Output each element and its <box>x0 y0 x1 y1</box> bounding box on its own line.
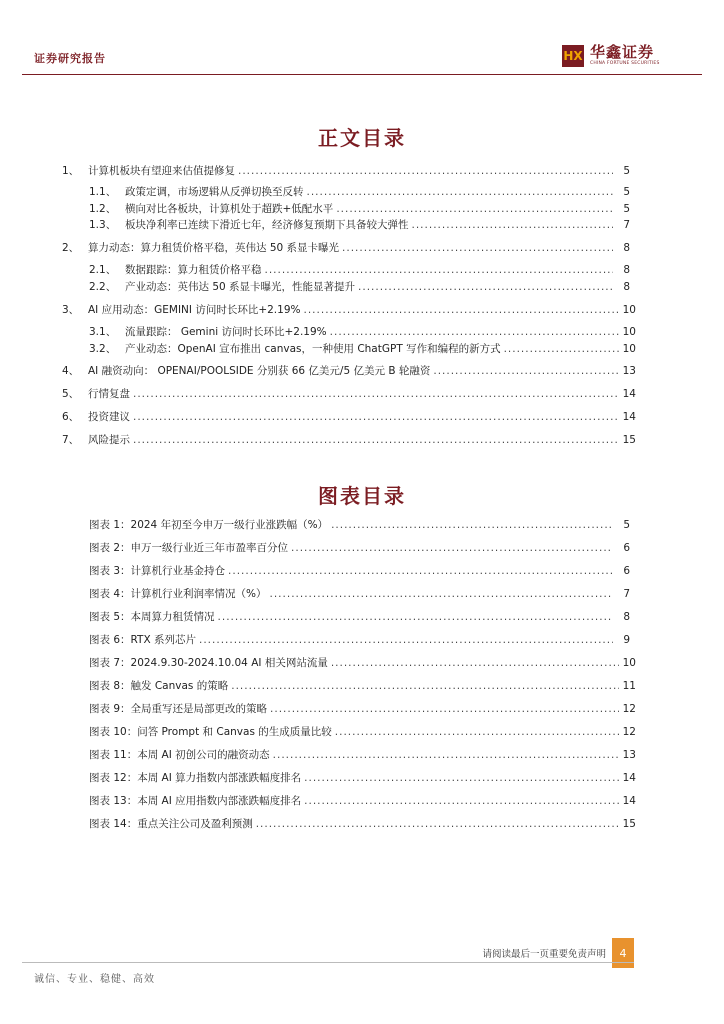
figure-entry-page: 14 <box>622 772 636 784</box>
toc-entry-title: 横向对比各板块，计算机处于超跌+低配水平 <box>125 203 334 215</box>
figure-entry-title: 图表 6：RTX 系列芯片 <box>89 634 196 646</box>
figure-dot-leader <box>270 588 614 600</box>
toc-entry[interactable] <box>62 409 636 423</box>
toc-entry-number: 3、 <box>62 304 80 316</box>
toc-entry[interactable] <box>89 279 630 293</box>
toc-entry[interactable] <box>62 240 630 254</box>
toc-entry-title: 政策定调，市场逻辑从反弹切换至反转 <box>125 186 304 198</box>
toc-entry-title: AI 融资动向： OPENAI/POOLSIDE 分别获 66 亿美元/5 亿美元 B 轮融资 <box>88 365 431 377</box>
figure-entry-page: 6 <box>623 542 630 554</box>
figure-entry[interactable] <box>89 517 630 531</box>
figure-entry-title: 图表 13：本周 AI 应用指数内部涨跌幅度排名 <box>89 795 302 807</box>
toc-entry-number: 6、 <box>62 411 80 423</box>
toc-entry-title: 数据跟踪：算力租赁价格平稳 <box>125 264 262 276</box>
toc-entry-page: 5 <box>623 203 630 215</box>
toc-entry-number: 3.1、 <box>89 326 117 338</box>
toc-entry-page: 7 <box>623 219 630 231</box>
toc-entry-title: 行情复盘 <box>88 388 130 400</box>
toc-dot-leader <box>504 343 619 355</box>
figure-dot-leader <box>291 542 613 554</box>
figure-entry[interactable] <box>89 816 636 830</box>
toc-entry[interactable] <box>89 262 630 276</box>
figure-entry-page: 15 <box>622 818 636 830</box>
figure-entry[interactable] <box>89 632 630 646</box>
figure-entry-title: 图表 12：本周 AI 算力指数内部涨跌幅度排名 <box>89 772 302 784</box>
figure-entry-page: 7 <box>623 588 630 600</box>
toc-entry-number: 2、 <box>62 242 80 254</box>
footer-divider <box>22 962 634 963</box>
figure-entry[interactable] <box>89 793 636 807</box>
toc-dot-leader <box>358 281 613 293</box>
toc-entry-title: 板块净利率已连续下滑近七年，经济修复预期下具备较大弹性 <box>125 219 409 231</box>
toc-entry-page: 10 <box>622 326 636 338</box>
toc-entry-number: 1.3、 <box>89 219 117 231</box>
figure-dot-leader <box>231 680 619 692</box>
figure-entry-title: 图表 8：触发 Canvas 的策略 <box>89 680 229 692</box>
figure-entry[interactable] <box>89 609 630 623</box>
figure-entry-page: 8 <box>623 611 630 623</box>
toc-entry-page: 8 <box>623 281 630 293</box>
toc-dot-leader <box>238 165 613 177</box>
toc-dot-leader <box>307 186 614 198</box>
toc-entry-title: 产业动态：OpenAI 宣布推出 canvas，一种使用 ChatGPT 写作和编程的新方式 <box>125 343 501 355</box>
toc-dot-leader <box>265 264 614 276</box>
company-logo <box>562 44 660 67</box>
figure-dot-leader <box>331 657 619 669</box>
figure-entry-page: 5 <box>623 519 630 531</box>
logo-name-cn: 华鑫证券 <box>590 43 655 61</box>
toc-entry-number: 3.2、 <box>89 343 117 355</box>
toc-dot-leader <box>304 304 620 316</box>
toc-entry-title: AI 应用动态：GEMINI 访问时长环比+2.19% <box>88 304 301 316</box>
figure-entry[interactable] <box>89 770 636 784</box>
toc-dot-leader <box>133 411 619 423</box>
toc-entry[interactable] <box>89 324 636 338</box>
figure-dot-leader <box>304 772 619 784</box>
figure-entry-page: 14 <box>622 795 636 807</box>
figure-entry-page: 13 <box>622 749 636 761</box>
toc-entry[interactable] <box>62 363 636 377</box>
figure-entry-title: 图表 1：2024 年初至今申万一级行业涨跌幅（%） <box>89 519 329 531</box>
toc-entry-page: 5 <box>623 186 630 198</box>
toc-entry-title: 算力动态：算力租赁价格平稳，英伟达 50 系显卡曝光 <box>88 242 340 254</box>
figure-dot-leader <box>218 611 613 623</box>
figure-entry[interactable] <box>89 563 630 577</box>
figure-entry[interactable] <box>89 678 636 692</box>
figure-dot-leader <box>199 634 613 646</box>
figure-dot-leader <box>331 519 613 531</box>
toc-dot-leader <box>433 365 619 377</box>
toc-dot-leader <box>342 242 613 254</box>
figures-title: 图表目录 <box>318 484 406 508</box>
toc-entry-number: 7、 <box>62 434 80 446</box>
toc-entry[interactable] <box>62 163 630 177</box>
toc-entry-title: 投资建议 <box>88 411 130 423</box>
toc-entry[interactable] <box>62 386 636 400</box>
page-number-badge: 4 <box>612 938 634 968</box>
logo-name-en: CHINA FORTUNE SECURITIES <box>590 61 660 66</box>
toc-entry-title: 流量跟踪： Gemini 访问时长环比+2.19% <box>125 326 327 338</box>
figure-dot-leader <box>228 565 613 577</box>
figure-dot-leader <box>304 795 619 807</box>
toc-entry-title: 产业动态：英伟达 50 系显卡曝光，性能显著提升 <box>125 281 356 293</box>
figure-dot-leader <box>270 703 619 715</box>
figure-dot-leader <box>273 749 619 761</box>
toc-entry[interactable] <box>89 341 636 355</box>
toc-entry-number: 2.2、 <box>89 281 117 293</box>
toc-entry-page: 10 <box>622 343 636 355</box>
toc-title: 正文目录 <box>318 126 406 150</box>
toc-entry-number: 2.1、 <box>89 264 117 276</box>
figure-entry-page: 10 <box>622 657 636 669</box>
toc-entry-number: 4、 <box>62 365 80 377</box>
toc-entry-number: 1.1、 <box>89 186 117 198</box>
toc-entry[interactable] <box>62 302 636 316</box>
figure-dot-leader <box>256 818 619 830</box>
figure-entry-title: 图表 14：重点关注公司及盈利预测 <box>89 818 253 830</box>
figure-entry-page: 12 <box>622 703 636 715</box>
figure-entry-title: 图表 4：计算机行业利润率情况（%） <box>89 588 267 600</box>
figure-entry-page: 6 <box>623 565 630 577</box>
toc-entry-page: 5 <box>623 165 630 177</box>
figure-entry-title: 图表 2：申万一级行业近三年市盈率百分位 <box>89 542 289 554</box>
header-divider <box>22 74 702 75</box>
logo-mark-icon: HX <box>562 45 584 67</box>
figure-entry-title: 图表 9：全局重写还是局部更改的策略 <box>89 703 268 715</box>
toc-entry-title: 风险提示 <box>88 434 130 446</box>
toc-entry-title: 计算机板块有望迎来估值提修复 <box>88 165 235 177</box>
toc-entry-page: 14 <box>622 411 636 423</box>
figure-entry[interactable] <box>89 724 636 738</box>
toc-dot-leader <box>412 219 614 231</box>
toc-entry[interactable] <box>62 432 636 446</box>
figure-entry-title: 图表 5：本周算力租赁情况 <box>89 611 215 623</box>
toc-entry[interactable] <box>89 201 630 215</box>
toc-entry-page: 15 <box>622 434 636 446</box>
figure-entry-page: 11 <box>622 680 636 692</box>
figure-entry[interactable] <box>89 586 630 600</box>
figure-entry-title: 图表 3：计算机行业基金持仓 <box>89 565 226 577</box>
toc-entry-page: 8 <box>623 242 630 254</box>
toc-dot-leader <box>133 388 619 400</box>
report-label: 证券研究报告 <box>34 52 106 65</box>
toc-entry-number: 5、 <box>62 388 80 400</box>
figure-entry-page: 12 <box>622 726 636 738</box>
toc-entry-number: 1、 <box>62 165 80 177</box>
toc-dot-leader <box>330 326 619 338</box>
figure-entry[interactable] <box>89 655 636 669</box>
figure-entry-title: 图表 7：2024.9.30-2024.10.04 AI 相关网站流量 <box>89 657 328 669</box>
toc-entry-page: 13 <box>622 365 636 377</box>
figure-entry-title: 图表 10：问答 Prompt 和 Canvas 的生成质量比较 <box>89 726 332 738</box>
figure-entry-page: 9 <box>623 634 630 646</box>
disclaimer-notice: 请阅读最后一页重要免责声明 <box>482 949 606 960</box>
toc-entry[interactable] <box>89 217 630 231</box>
figure-dot-leader <box>335 726 619 738</box>
toc-entry-page: 14 <box>622 388 636 400</box>
toc-entry-page: 8 <box>623 264 630 276</box>
toc-entry[interactable] <box>89 184 630 198</box>
figure-entry[interactable] <box>89 747 636 761</box>
figure-entry[interactable] <box>89 540 630 554</box>
figure-entry[interactable] <box>89 701 636 715</box>
toc-dot-leader <box>133 434 619 446</box>
toc-dot-leader <box>336 203 613 215</box>
footer-slogan: 诚信、专业、稳健、高效 <box>34 974 155 985</box>
figure-entry-title: 图表 11：本周 AI 初创公司的融资动态 <box>89 749 270 761</box>
toc-entry-number: 1.2、 <box>89 203 117 215</box>
toc-entry-page: 10 <box>622 304 636 316</box>
